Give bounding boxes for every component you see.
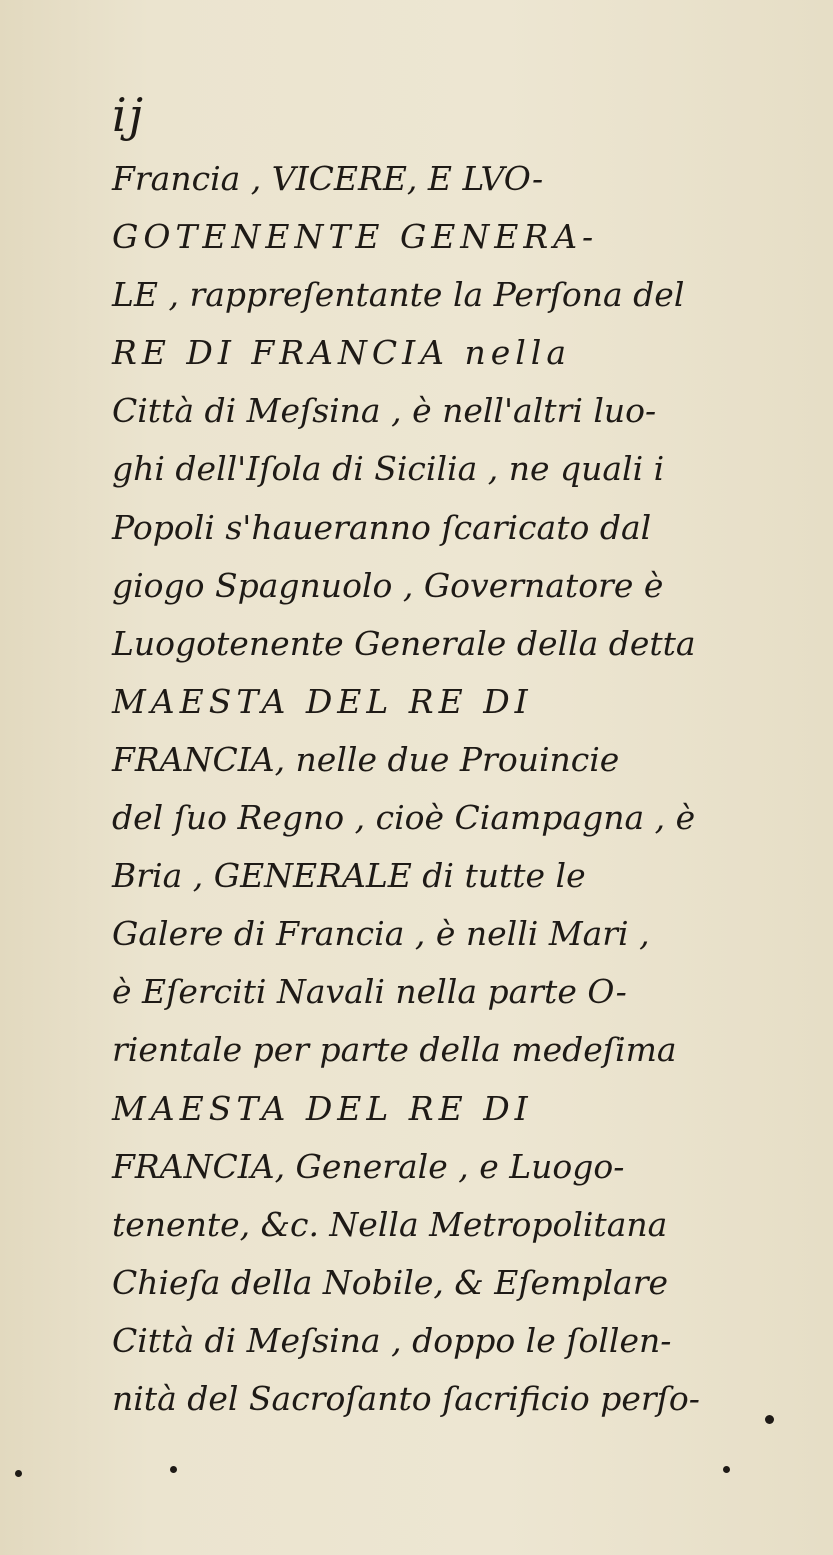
text-line: FRANCIA, nelle due Prouincie <box>112 739 620 779</box>
text-line: ghi dell'Iſola di Sicilia , ne quali i <box>112 449 665 489</box>
text-line: LE , rappreſentante la Perſona del <box>112 275 685 315</box>
text-line: rientale per parte della medeſima <box>112 1030 677 1070</box>
text-line: Galere di Francia , è nelli Mari , <box>112 914 650 954</box>
text-line: GOTENENTE GENERA- <box>112 217 599 257</box>
ink-speck <box>170 1466 177 1473</box>
page-number: ij <box>112 88 145 142</box>
text-line: MAESTA DEL RE DI <box>112 681 533 721</box>
text-line: del ſuo Regno , cioè Ciampagna , è <box>112 798 696 838</box>
text-line: Bria , GENERALE di tutte le <box>112 856 586 896</box>
text-line: è Eſerciti Navali nella parte O- <box>112 972 627 1012</box>
text-line: nità del Sacroſanto ſacrificio perſo- <box>112 1378 700 1418</box>
text-line: tenente, &c. Nella Metropolitana <box>112 1204 668 1244</box>
text-line: giogo Spagnuolo , Governatore è <box>112 565 664 605</box>
text-line: Città di Meſsina , doppo le ſollen- <box>112 1320 672 1360</box>
page-text <box>112 150 772 1428</box>
text-line: Città di Meſsina , è nell'altri luo- <box>112 391 657 431</box>
ink-speck <box>15 1470 22 1477</box>
text-line: Luogotenente Generale della detta <box>112 623 696 663</box>
text-line: Francia , VICERE, E LVO- <box>112 159 544 198</box>
text-line: FRANCIA, Generale , e Luogo- <box>112 1146 625 1186</box>
text-line: Popoli s'haueranno ſcaricato dal <box>112 507 652 547</box>
text-line: Chieſa della Nobile, & Eſemplare <box>112 1262 669 1302</box>
ink-speck <box>723 1466 730 1473</box>
ink-speck <box>765 1415 774 1424</box>
text-line: RE DI FRANCIA nella <box>112 333 572 373</box>
text-line: MAESTA DEL RE DI <box>112 1088 533 1128</box>
